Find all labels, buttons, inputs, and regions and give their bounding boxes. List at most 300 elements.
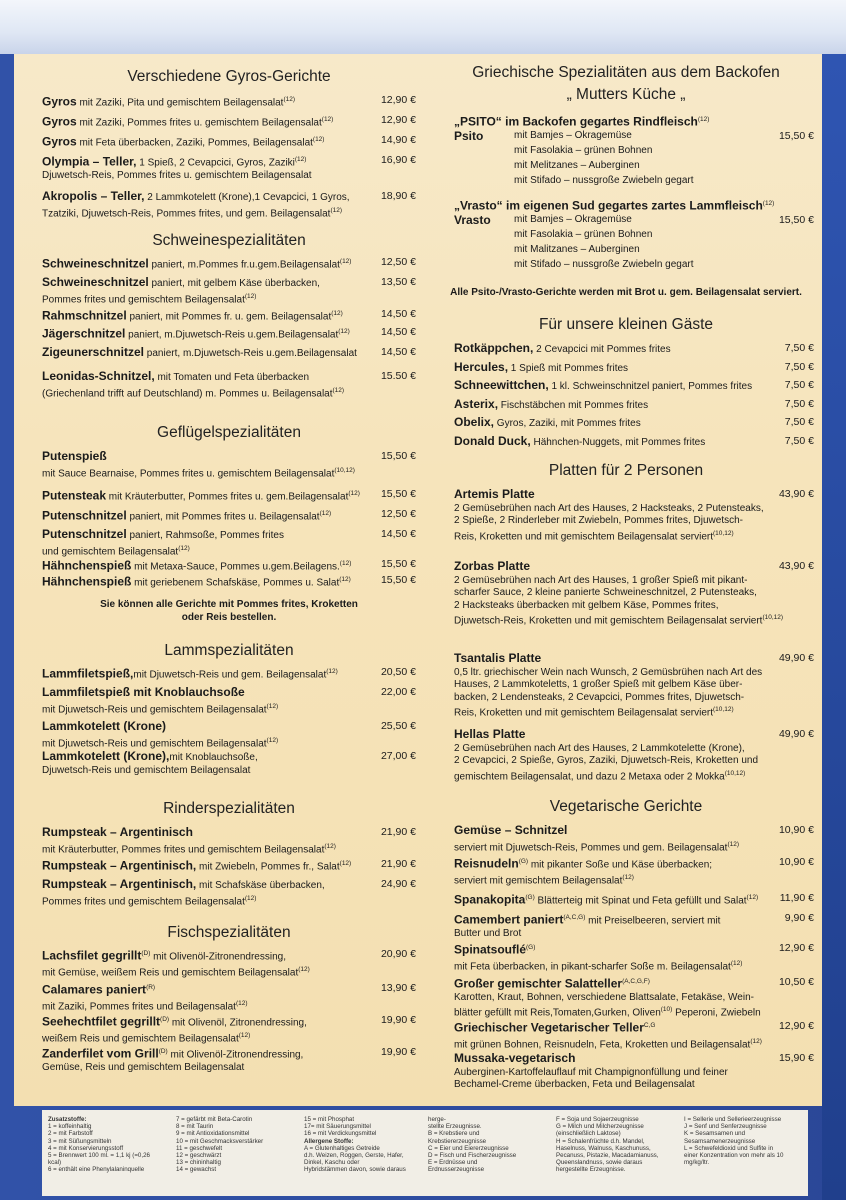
item-line	[42, 94, 416, 110]
menu-item	[42, 826, 416, 856]
item-price: 25,50 €	[380, 720, 416, 732]
item-name: Putenspieß	[42, 449, 107, 463]
footer-line: d.h. Weizen, Roggen, Gerste, Hafer,	[304, 1152, 404, 1160]
item-line	[42, 508, 416, 524]
item-line-2	[42, 765, 416, 778]
footer-line: (einschließlich Laktose)	[556, 1130, 621, 1138]
platter-desc-text: 2 Gemüsebrühen nach Art des Hauses, 1 großer Spieß mit pikant-	[454, 574, 748, 586]
allergen-note: (A,C,G,F)	[622, 978, 650, 985]
platter-desc-text: 2 Hacksteaks überbacken mit gelbem Käse, Pommes frites,	[454, 599, 719, 611]
menu-item	[42, 114, 416, 130]
item-desc-2: mit Kräuterbutter, Pommes frites und gemischtem Beilagensalat	[42, 843, 325, 855]
item-desc: 1 Spieß, 2 Cevapcici, Gyros, Zaziki	[136, 157, 295, 169]
item-line-2	[454, 928, 814, 941]
item-desc-2: mit Djuwetsch-Reis und gemischtem Beilagensalat	[42, 737, 267, 749]
item-desc-2: mit Djuwetsch-Reis und gemischtem Beilagensalat	[42, 703, 267, 715]
psito-line-text: mit Bamjes – Okragemüse	[514, 214, 632, 225]
allergen-note: (12)	[750, 1037, 762, 1045]
allergen-note: (12)	[730, 959, 743, 967]
footer-line: 1 = koffeinhaltig	[48, 1123, 92, 1131]
item-line-3	[454, 1079, 814, 1092]
allergen-note: (12)	[330, 206, 343, 214]
item-price: 11,90 €	[779, 892, 814, 904]
kids-item	[454, 379, 814, 394]
menu-item	[42, 858, 416, 874]
item-line	[42, 488, 416, 504]
psito-head-text: „Vrasto“ im eigenen Sud gegartes zartes Lammfleisch	[454, 198, 763, 213]
item-price: 9,90 €	[784, 912, 814, 924]
menu-paper	[14, 54, 822, 1106]
item-name: Seehechtfilet gegrillt	[42, 1014, 161, 1029]
psito-head	[454, 114, 830, 130]
item-line-2	[42, 543, 416, 559]
item-name: Putenschnitzel	[42, 527, 127, 541]
item-name: Calamares paniert	[42, 982, 147, 997]
footer-line: 3 = mit Süßungsmitteln	[48, 1137, 112, 1145]
menu-item	[42, 450, 416, 480]
item-price: 21,90 €	[380, 826, 416, 838]
item-desc: 2 Cevapcici mit Pommes frites	[533, 344, 671, 355]
item-name: Schweineschnitzel	[42, 256, 149, 271]
item-line	[454, 824, 814, 839]
footer-line: 10 = mit Geschmacksverstärker	[176, 1137, 264, 1145]
kids-item	[454, 361, 814, 376]
section-title: Vegetarische Gerichte	[549, 798, 703, 815]
item-desc: mit Kräuterbutter, Pommes frites u. gem.Beilagensalat	[106, 491, 349, 503]
menu-item	[42, 154, 416, 182]
footer-line: J = Senf und Senferzeugnisse	[684, 1123, 767, 1131]
footer-line: einer Konzentration von mehr als 10	[684, 1152, 784, 1160]
footer-line: 5 = Brennwert 100 ml. = 1,1 kj (=0,26	[48, 1152, 150, 1160]
item-price: 15,50 €	[778, 130, 814, 142]
item-price: 16,90 €	[380, 154, 416, 166]
item-price: 15,50 €	[380, 574, 416, 586]
platter-desc	[454, 503, 814, 516]
item-line	[42, 114, 416, 130]
item-desc: Hähnchen-Nuggets, mit Pommes frites	[530, 437, 706, 448]
item-line	[42, 558, 416, 574]
item-desc: mit Zaziki, Pommes frites u. gemischtem Beilagensalat	[76, 117, 322, 129]
item-line-2	[42, 735, 416, 751]
item-name: Spanakopita	[454, 892, 526, 907]
item-line	[42, 276, 416, 291]
item-desc: paniert, mit gelbem Käse überbacken,	[148, 278, 320, 289]
veg-item	[454, 912, 814, 940]
item-desc: paniert, mit Pommes fr. u. gem. Beilagensalat	[126, 311, 332, 323]
platter-desc-text: 2 Gemüsebrühen nach Art des Hauses, 2 Hacksteaks, 2 Putensteaks,	[454, 502, 764, 514]
item-price: 10,90 €	[778, 824, 814, 836]
allergen-note: (12)	[266, 702, 279, 710]
item-line	[454, 942, 814, 958]
allergen-note: (12)	[332, 386, 345, 394]
item-name: Donald Duck,	[454, 434, 531, 448]
menu-item	[42, 508, 416, 524]
footer-line: 14 = gewachst	[176, 1166, 217, 1174]
item-price: 12,90 €	[778, 942, 814, 954]
platter-desc-text: scharfer Sauce, 2 kleine panierte Schweineschnitzel, 2 Putensteaks,	[454, 587, 757, 598]
item-price: 7,50 €	[784, 379, 814, 392]
platter-desc	[454, 679, 814, 692]
footer-line: Dinkel, Kaschu oder	[304, 1159, 360, 1167]
item-name: Hähnchenspieß	[42, 574, 132, 589]
item-desc: mit Preiselbeeren, serviert mit	[585, 915, 721, 927]
menu-item	[42, 134, 416, 150]
item-line	[42, 346, 416, 361]
footer-line: K = Sesamsamen und	[684, 1130, 746, 1138]
platter-desc	[454, 575, 814, 588]
item-name: Gyros	[42, 134, 77, 149]
item-price: 18,90 €	[380, 190, 416, 202]
kids-item	[454, 416, 814, 431]
item-line	[454, 1020, 814, 1036]
footer-col	[684, 1116, 783, 1166]
psito-line-text: mit Malitzanes – Auberginen	[514, 244, 640, 255]
footer-col	[48, 1116, 150, 1174]
item-desc: paniert, m.Djuwetsch-Reis u.gem.Beilagensalat	[144, 348, 357, 359]
item-desc: mit Metaxa-Sauce, Pommes u.gem.Beilagens.	[131, 561, 340, 573]
platter-name: Artemis Platte	[454, 487, 535, 501]
item-desc: paniert, Rahmsoße, Pommes frites	[126, 530, 284, 541]
item-desc-2: mit Zaziki, Pommes frites und Beilagensalat	[42, 1001, 236, 1013]
item-price: 12,50 €	[380, 256, 416, 268]
allergen-note: (12)	[178, 544, 190, 552]
item-line-2	[42, 170, 416, 183]
item-line-2	[454, 839, 814, 855]
item-name: Großer gemischter Salatteller	[454, 976, 623, 991]
footer-line: 8 = mit Taurin	[176, 1123, 214, 1131]
menu-item	[42, 750, 416, 777]
item-name: Spinatsouflé	[454, 942, 527, 957]
allergen-note: (10,12)	[713, 529, 734, 537]
psito-label	[454, 130, 483, 145]
item-desc-2: Karotten, Kraut, Bohnen, verschiedene Blattsalate, Fetakäse, Wein-	[454, 991, 754, 1003]
footer-line: Erdnusserzeugnisse	[428, 1166, 485, 1174]
veg-item	[454, 824, 814, 854]
footer-line: 4 = mit Konservierungsstoff	[48, 1144, 124, 1152]
platter-desc-text: 0,5 ltr. griechischer Wein nach Wunsch, 2 Gemüsbrühen nach Art des	[454, 666, 763, 678]
allergen-note: (10,12)	[334, 466, 355, 474]
item-line-2	[42, 998, 416, 1014]
menu-item	[42, 528, 416, 558]
item-name: Asterix,	[454, 396, 499, 411]
item-desc: mit Olivenöl, Zitronendressing,	[169, 1017, 307, 1029]
allergen-note: (12)	[266, 736, 279, 744]
item-desc: mit Knoblauchsoße,	[169, 752, 258, 763]
menu-item	[42, 982, 416, 1014]
platter-desc-text: 2 Spieße, 2 Rinderleber mit Zwiebeln, Pommes frites, Djuwetsch-	[454, 515, 743, 526]
item-name: Hähnchenspieß	[42, 558, 132, 573]
item-price: 21,90 €	[380, 858, 416, 870]
item-price: 15,50 €	[380, 450, 416, 462]
item-line	[454, 912, 814, 928]
item-price: 14,90 €	[380, 134, 416, 146]
menu-item	[42, 720, 416, 750]
item-desc: paniert, m.Pommes fr.u.gem.Beilagensalat	[148, 259, 340, 271]
item-line	[454, 976, 814, 992]
item-price: 20,90 €	[380, 948, 416, 960]
item-name: Gyros	[42, 114, 77, 129]
item-line	[454, 892, 814, 908]
allergen-note: (D)	[158, 1048, 168, 1055]
footer-line: G = Milch und Milcherzeugnisse	[556, 1123, 644, 1131]
item-line	[42, 826, 416, 841]
item-line-2	[454, 1067, 814, 1080]
item-desc: mit Djuwetsch-Reis und gem. Beilagensalat	[133, 669, 327, 681]
item-price: 12,50 €	[380, 508, 416, 520]
platter-desc	[454, 692, 814, 705]
item-line	[454, 342, 814, 357]
footer-line: Pecanuss, Pistazie, Macadamianuss,	[556, 1152, 659, 1160]
allergen-note: (12)	[331, 310, 343, 317]
footer-line: B = Krebstiere und	[428, 1130, 480, 1138]
item-line	[42, 686, 416, 701]
platter-name-line	[454, 728, 814, 743]
platter-name: Hellas Platte	[454, 727, 526, 741]
item-desc-2: Djuwetsch-Reis, Pommes frites u. gemischtem Beilagensalat	[42, 169, 312, 181]
section-title: Geflügelspezialitäten	[157, 424, 301, 441]
footer-line: 6 = enthält eine Phenylalaninquelle	[48, 1166, 145, 1174]
item-line-2	[42, 893, 416, 909]
item-line	[42, 308, 416, 324]
menu-item	[42, 948, 416, 980]
item-name: Olympia – Teller,	[42, 154, 137, 169]
section-title: Lammspezialitäten	[164, 642, 294, 659]
psito-line-text: mit Fasolakia – grünen Bohnen	[514, 145, 653, 156]
item-line	[42, 666, 416, 682]
item-price: 7,50 €	[784, 435, 814, 447]
allergen-note: (R)	[146, 984, 156, 991]
item-desc-2: Pommes frites und gemischtem Beilagensalat	[42, 293, 245, 305]
item-line	[454, 398, 814, 413]
footer-line: L = Schwefeldioxid und Sulfite in	[684, 1144, 774, 1152]
platter-desc-text: 2 Gemüsebrühen nach Art des Hauses, 2 Lammkotelette (Krone),	[454, 742, 745, 754]
item-name: Zigeunerschnitzel	[42, 345, 145, 359]
platter-desc-text: Reis, Kroketten und mit gemischtem Beilagensalat serviert	[454, 707, 714, 719]
item-price: 13,90 €	[380, 982, 416, 994]
menu-item	[42, 256, 416, 272]
item-desc-2: Pommes frites und gemischtem Beilagensalat	[42, 895, 245, 907]
footer-line: 11 = geschwefelt	[176, 1144, 223, 1152]
veg-item	[454, 1052, 814, 1092]
item-name: Rotkäppchen,	[454, 341, 534, 355]
platter-item	[454, 488, 814, 543]
platter-name-line	[454, 652, 814, 667]
footer-line: 15 = mit Phosphat	[304, 1116, 355, 1123]
item-name: Schneewittchen,	[454, 378, 549, 393]
item-price: 7,50 €	[784, 397, 814, 410]
footer-line: Queenslandnuss, sowie daraus	[556, 1159, 643, 1167]
item-name: Obelix,	[454, 415, 495, 430]
allergen-note: (12)	[338, 328, 350, 335]
item-price: 49,90 €	[778, 652, 814, 664]
item-line-2	[454, 872, 814, 888]
item-desc-2: mit Sauce Bearnaise, Pommes frites u. gemischtem Beilagensalat	[42, 467, 335, 479]
footer-col	[556, 1116, 659, 1174]
item-line-3	[454, 1004, 814, 1020]
item-line	[42, 154, 416, 170]
item-price: 15,90 €	[778, 1052, 814, 1064]
allergen-note: (12)	[324, 842, 336, 850]
platter-desc	[454, 612, 814, 628]
platter-desc	[454, 768, 814, 784]
allergen-note: (12)	[339, 576, 351, 583]
platter-name-line	[454, 560, 814, 575]
psito-line	[514, 160, 814, 173]
psito-line	[514, 130, 814, 143]
item-desc: Blätterteig mit Spinat und Feta gefüllt und Salat	[534, 895, 747, 907]
platter-desc	[454, 667, 814, 680]
item-desc-2: (Griechenland trifft auf Deutschland) m. Pommes u. Beilagensalat	[42, 387, 333, 399]
footer-line: F = Soja und Sojaerzeugnisse	[556, 1116, 639, 1123]
menu-item	[42, 666, 416, 682]
allergen-note: (12)	[238, 1031, 251, 1039]
item-desc: mit Zaziki, Pita und gemischtem Beilagensalat	[76, 97, 284, 109]
item-line-2	[454, 1036, 814, 1052]
item-name: Rumpsteak – Argentinisch,	[42, 877, 197, 891]
veg-item	[454, 892, 814, 908]
item-name: Griechischer Vegetarischer Teller	[454, 1020, 644, 1035]
item-name: Leonidas-Schnitzel,	[42, 369, 155, 383]
item-line	[42, 878, 416, 893]
veg-item	[454, 856, 814, 888]
item-line	[42, 858, 416, 874]
platter-desc	[454, 528, 814, 544]
item-name: Rahmschnitzel	[42, 308, 127, 323]
item-line-2	[42, 701, 416, 717]
psito-label	[454, 214, 491, 229]
item-name: Lammfiletspieß,	[42, 666, 134, 681]
section-title: Fischspezialitäten	[167, 924, 291, 941]
item-price: 10,50 €	[778, 976, 814, 988]
psito-line-text: mit Stifado – nussgroße Zwiebeln gegart	[514, 175, 694, 186]
platter-desc	[454, 755, 814, 768]
allergen-note: (12)	[697, 116, 710, 123]
footer-line: 17= mit Säuerungsmittel	[304, 1123, 371, 1131]
item-desc-2: mit Gemüse, weißem Reis und gemischtem Beilagensalat	[42, 967, 299, 979]
item-desc: 1 Spieß mit Pommes frites	[508, 362, 629, 374]
item-price: 7,50 €	[784, 360, 814, 373]
footer-line: H = Schalenfrüchte d.h. Mandel,	[556, 1137, 645, 1145]
footer-line: 12 = geschwärzt	[176, 1152, 222, 1160]
item-price: 14,50 €	[380, 308, 416, 320]
section-subtitle: „ Mutters Küche „	[566, 86, 686, 103]
psito-note: Alle Psito-/Vrasto-Gerichte werden mit Brot u. gem. Beilagensalat serviert.	[450, 287, 802, 298]
psito-line	[514, 214, 814, 227]
psito-line	[514, 259, 814, 272]
footer-line: 7 = gefärbt mit Beta-Carotin	[176, 1116, 253, 1123]
item-line	[454, 379, 814, 394]
item-desc-3: Bechamel-Creme überbacken, Feta und Beilagensalat	[454, 1079, 695, 1090]
section-title: Griechische Spezialitäten aus dem Backofen	[472, 64, 780, 81]
allergen-note: (12)	[339, 560, 352, 567]
menu-item	[42, 346, 416, 361]
item-line	[42, 1046, 416, 1062]
item-line	[454, 1052, 814, 1067]
item-line	[454, 856, 814, 872]
item-line	[42, 750, 416, 765]
item-price: 7,50 €	[784, 416, 814, 429]
item-desc: mit pikanter Soße und Käse überbacken;	[528, 859, 713, 871]
allergen-note: (12)	[235, 999, 248, 1007]
footer-col	[304, 1116, 406, 1174]
menu-item	[42, 488, 416, 504]
menu-item	[42, 686, 416, 716]
platter-desc	[454, 704, 814, 720]
footer-col	[176, 1116, 263, 1174]
platter-desc-text: backen, 2 Lendensteaks, 2 Cevapcici, Pommes frites, Djuwetsch-	[454, 691, 745, 703]
section-title: Rinderspezialitäten	[163, 800, 295, 817]
item-name: Gemüse – Schnitzel	[454, 823, 568, 837]
item-desc-2: Butter und Brot	[454, 927, 522, 939]
item-name: Rumpsteak – Argentinisch	[42, 825, 193, 839]
footer-line: I = Sellerie und Sellerieerzeugnisse	[684, 1116, 782, 1123]
item-line	[42, 256, 416, 272]
allergen-note: (12)	[321, 116, 334, 123]
psito-line-text: mit Melitzanes – Auberginen	[514, 160, 640, 171]
item-line	[42, 948, 416, 964]
platter-desc	[454, 587, 814, 600]
allergen-note: (12)	[294, 156, 307, 163]
menu-item	[42, 326, 416, 342]
platter-desc	[454, 600, 814, 613]
item-desc: paniert, m.Djuwetsch-Reis u.gem.Beilagensalat	[125, 329, 339, 341]
item-line	[42, 370, 416, 385]
item-line	[42, 134, 416, 150]
item-desc: mit Feta überbacken, Zaziki, Pommes, Beilagensalat	[76, 137, 313, 149]
platter-name: Tsantalis Platte	[454, 651, 542, 665]
right-edge	[822, 54, 846, 1200]
item-line	[42, 720, 416, 735]
footer-line: 9 = mit Antioxidationsmittel	[176, 1130, 250, 1138]
item-name: Putenschnitzel	[42, 508, 127, 523]
platter-desc	[454, 743, 814, 756]
item-price: 43,90 €	[778, 560, 814, 572]
item-line	[42, 190, 416, 205]
item-price: 14,50 €	[380, 326, 416, 338]
item-name: Mussaka-vegetarisch	[454, 1051, 576, 1065]
item-desc: 1 kl. Schweinschnitzel paniert, Pommes frites	[548, 381, 753, 393]
kids-item	[454, 435, 814, 450]
allergen-note: (D)	[160, 1016, 170, 1023]
item-name: Gyros	[42, 94, 77, 109]
item-price: 15,50 €	[380, 488, 416, 500]
footer-line: Haselnuss, Walnuss, Kaschunuss,	[556, 1144, 651, 1152]
footer-line: 2 = mit Farbstoff	[48, 1130, 93, 1138]
menu-item	[42, 370, 416, 400]
menu-item	[42, 308, 416, 324]
footer-line: C = Eier und Eiererzeugnisse	[428, 1144, 509, 1152]
item-desc-2: Gemüse, Reis und gemischtem Beilagensalat	[42, 1061, 245, 1073]
menu-item	[42, 276, 416, 306]
item-desc-2: Tzatziki, Djuwetsch-Reis, Pommes frites, und gem. Beilagensalat	[42, 207, 331, 219]
menu-item	[42, 558, 416, 574]
item-line-2	[42, 291, 416, 307]
item-price: 20,50 €	[380, 666, 416, 678]
item-line-2	[454, 992, 814, 1005]
section-title: Schweinespezialitäten	[152, 232, 306, 249]
footer-col	[428, 1116, 516, 1174]
menu-item	[42, 878, 416, 908]
item-desc: mit Olivenöl-Zitronendressing,	[150, 951, 286, 963]
footer-line: Hybridstämmen davon, sowie daraus	[304, 1166, 406, 1174]
footer-line: Zusatzstoffe:	[48, 1116, 87, 1123]
footer-line: stellte Erzeugnisse.	[428, 1123, 482, 1131]
platter-item	[454, 728, 814, 783]
allergen-note: (12)	[319, 510, 332, 517]
psito-head	[454, 198, 830, 214]
item-line	[454, 361, 814, 376]
footer-line: A = Glutenhaltiges Getreide	[304, 1144, 380, 1152]
